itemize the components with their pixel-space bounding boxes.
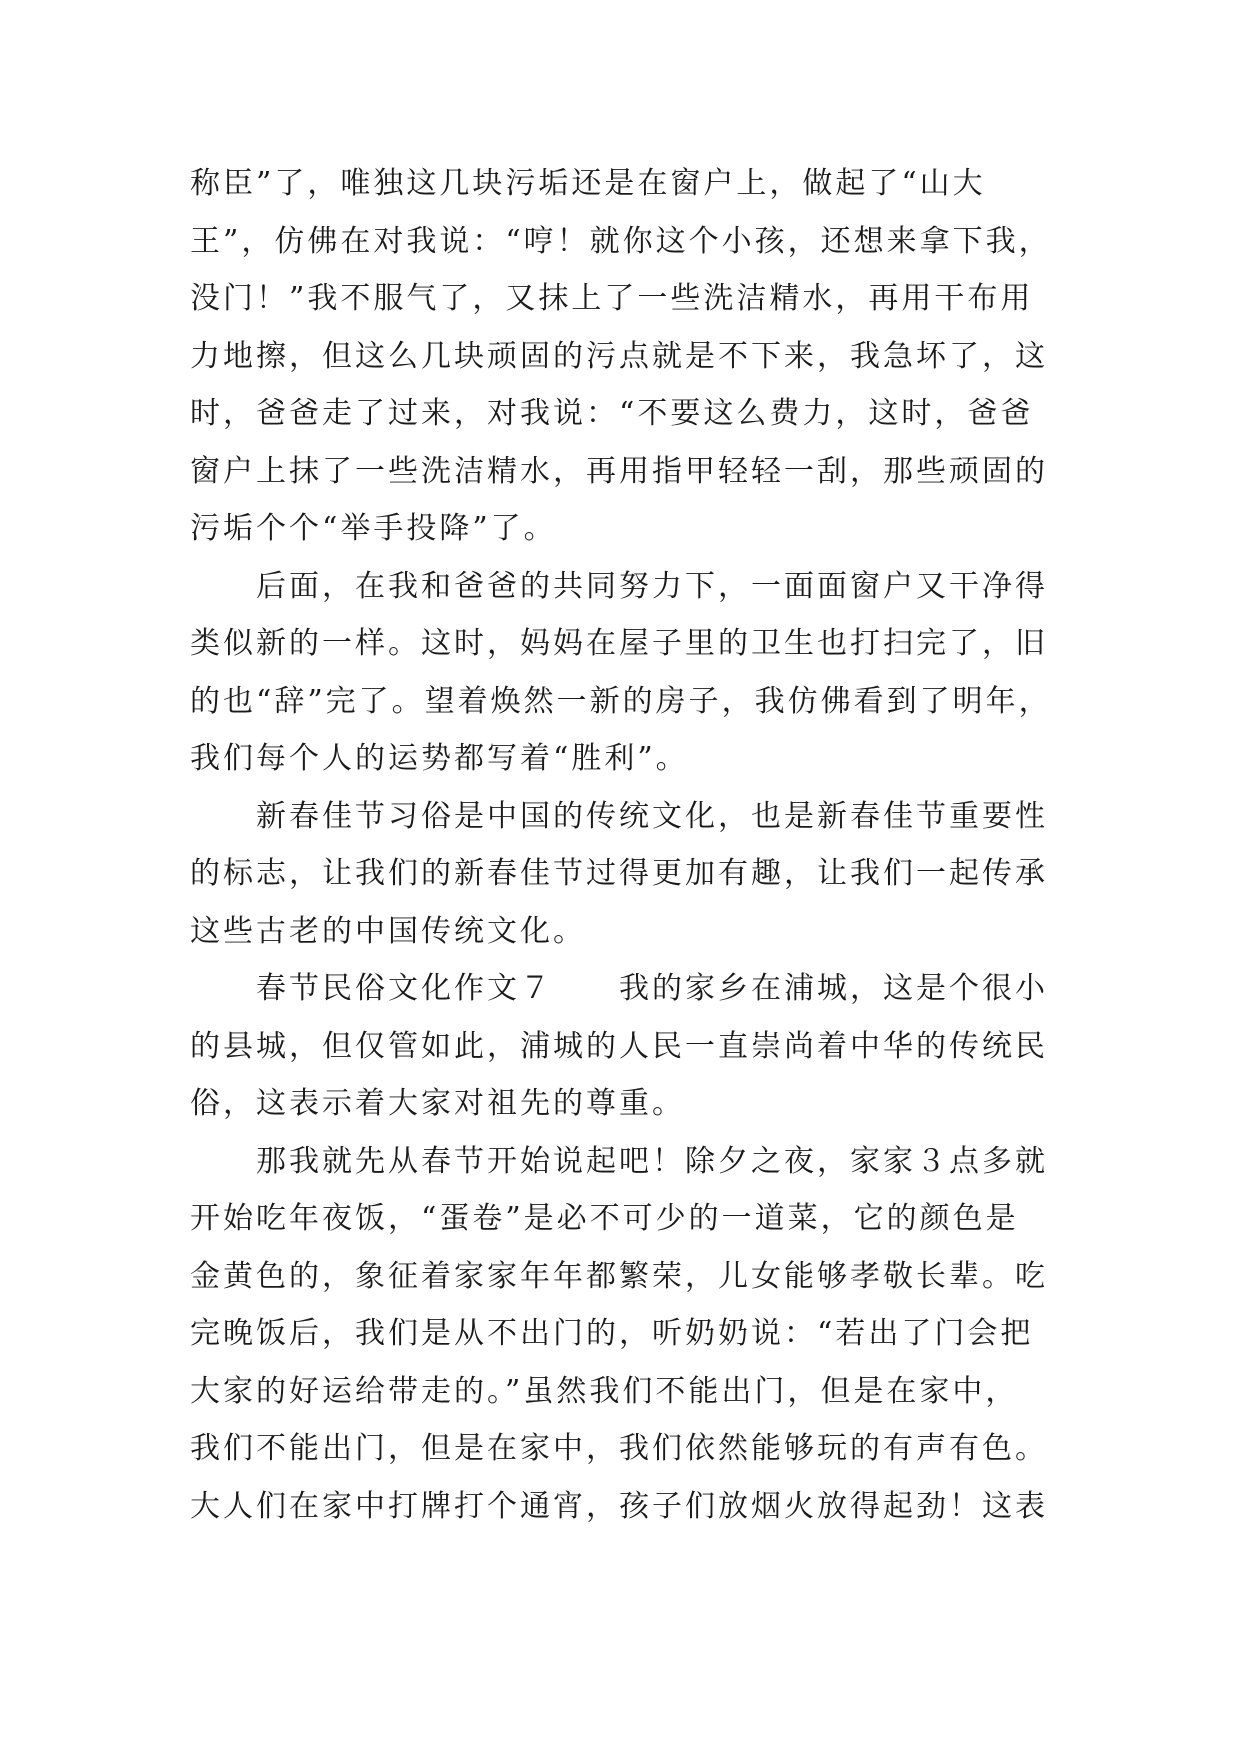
- text-line: 完晚饭后，我们是从不出门的，听奶奶说：“若出了门会把: [190, 1316, 1034, 1351]
- text-line: 的标志，让我们的新春佳节过得更加有趣，让我们一起传承: [190, 856, 1048, 891]
- text-line: 的也“辞”完了。望着焕然一新的房子，我仿佛看到了明年，: [190, 683, 1052, 719]
- text-line: 开始吃年夜饭，“蛋卷”是必不可少的一道菜，它的颜色是: [190, 1201, 1019, 1236]
- text-line: 大人们在家中打牌打个通宵，孩子们放烟火放得起劲！这表: [190, 1488, 1048, 1524]
- text-line: 没门！”我不服气了，又抹上了一些洗洁精水，再用干布用: [190, 281, 1034, 316]
- text-line: 这些古老的中国传统文化。: [190, 913, 586, 949]
- text-line: 大家的好运给带走的。”虽然我们不能出门，但是在家中，: [190, 1373, 1019, 1409]
- text-line: 新春佳节习俗是中国的传统文化，也是新春佳节重要性: [190, 798, 1048, 834]
- text-line: 春节民俗文化作文７ 我的家乡在浦城，这是个很小: [190, 971, 1048, 1006]
- text-line: 时，爸爸走了过来，对我说：“不要这么费力，这时，爸爸: [190, 396, 1034, 431]
- text-line: 污垢个个“举手投降”了。: [190, 511, 557, 546]
- text-line: 那我就先从春节开始说起吧！除夕之夜，家家３点多就: [190, 1143, 1048, 1179]
- document-body: [190, 155, 1060, 1535]
- text-line: 的县城，但仅管如此，浦城的人民一直崇尚着中华的传统民: [190, 1028, 1048, 1064]
- text-line: 王”，仿佛在对我说：“哼！就你这个小孩，还想来拿下我，: [190, 223, 1052, 259]
- text-line: 称臣”了，唯独这几块污垢还是在窗户上，做起了“山大: [190, 166, 986, 201]
- text-line: 金黄色的，象征着家家年年都繁荣，儿女能够孝敬长辈。吃: [190, 1258, 1048, 1294]
- text-line: 后面，在我和爸爸的共同努力下，一面面窗户又干净得: [190, 568, 1048, 604]
- text-line: 俗，这表示着大家对祖先的尊重。: [190, 1086, 685, 1121]
- text-line: 窗户上抹了一些洗洁精水，再用指甲轻轻一刮，那些顽固的: [190, 453, 1048, 489]
- text-line: 力地擦，但这么几块顽固的污点就是不下来，我急坏了，这: [190, 338, 1048, 374]
- text-line: 我们不能出门，但是在家中，我们依然能够玩的有声有色。: [190, 1431, 1048, 1466]
- text-line: 类似新的一样。这时，妈妈在屋子里的卫生也打扫完了，旧: [190, 626, 1048, 661]
- text-line: 我们每个人的运势都写着“胜利”。: [190, 741, 689, 776]
